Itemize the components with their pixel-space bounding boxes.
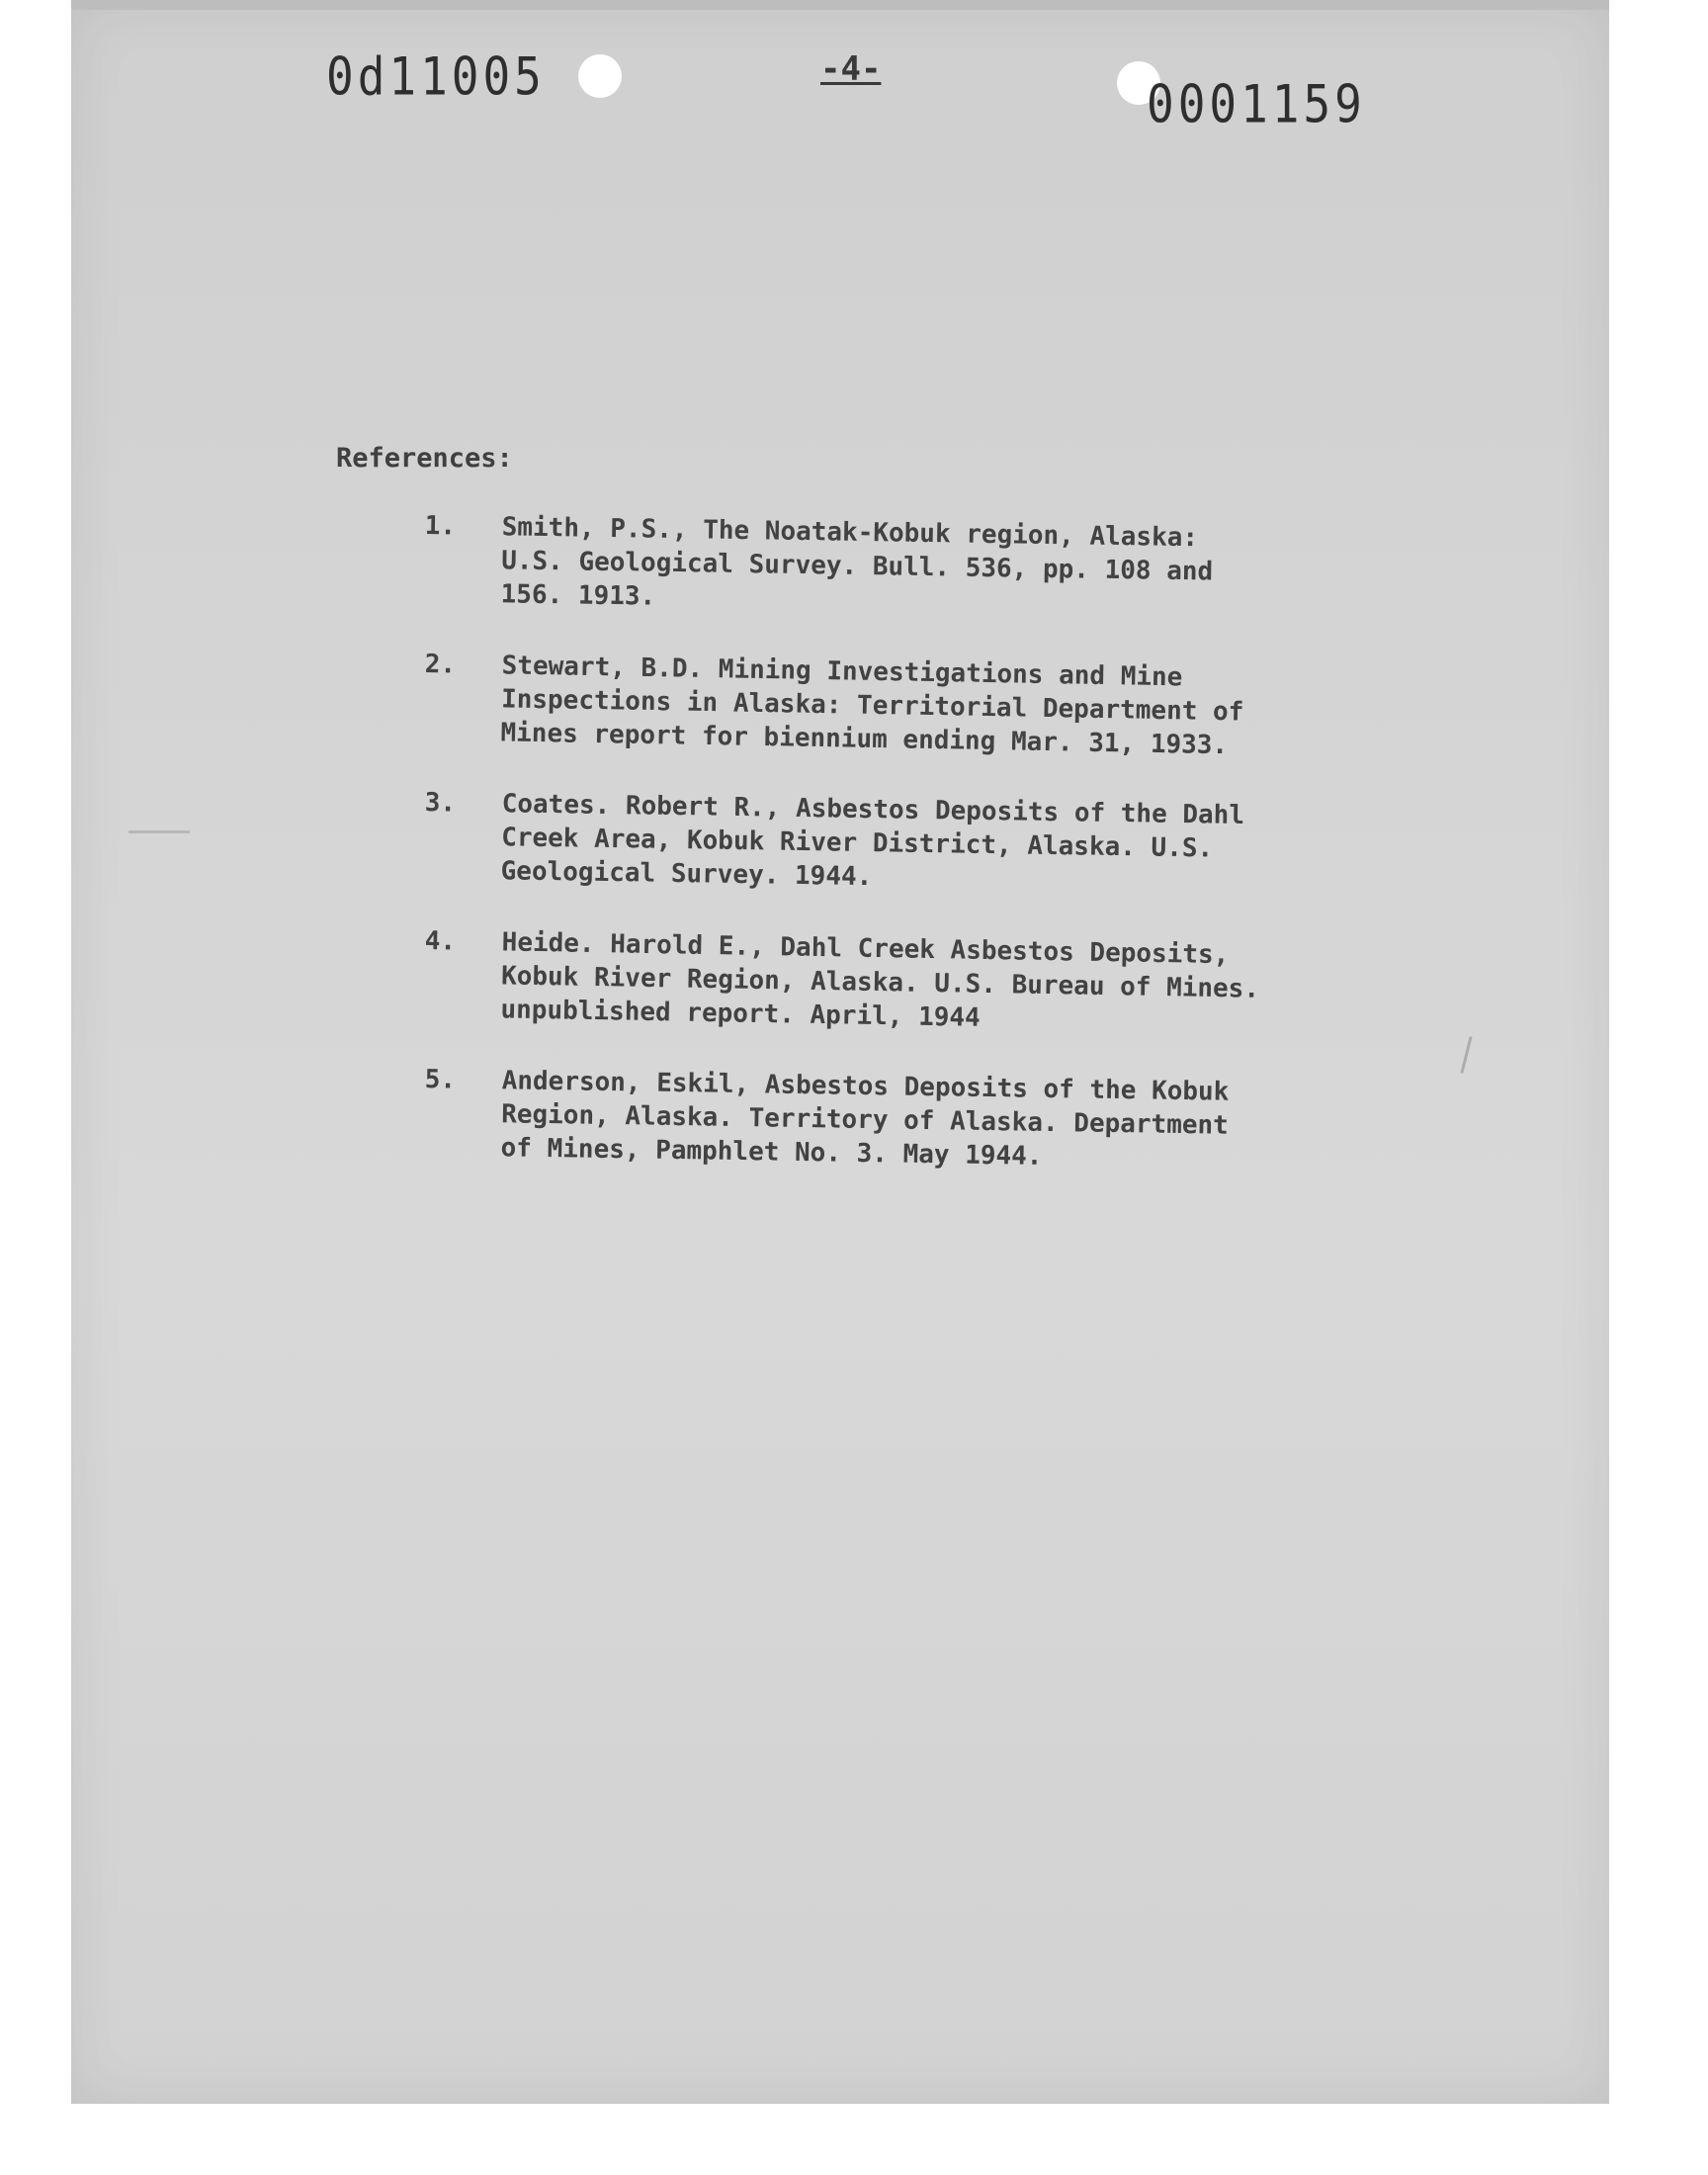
reference-item-3	[423, 786, 1333, 901]
reference-number: 4.	[424, 925, 457, 957]
scan-smudge-mark	[128, 830, 190, 833]
reference-text-line: Geological Survey. 1944.	[500, 856, 873, 893]
document-number-stamp-right: 0001159	[1147, 72, 1366, 135]
reference-number: 1.	[424, 510, 457, 542]
references-list	[425, 509, 1334, 1201]
page-top-edge	[71, 0, 1609, 10]
reference-text-line: of Mines, Pamphlet No. 3. May 1944.	[500, 1133, 1043, 1172]
reference-text-line: Coates. Robert R., Asbestos Deposits of the Dahl	[501, 789, 1245, 831]
reference-text-line: unpublished report. April, 1944	[500, 995, 981, 1033]
reference-text-line: Mines report for biennium ending Mar. 31, 1933.	[500, 718, 1229, 761]
document-number-stamp-left: 0d11005	[326, 44, 546, 108]
reference-item-1	[423, 509, 1333, 624]
reference-text-line: U.S. Geological Survey. Bull. 536, pp. 108 and	[500, 546, 1214, 587]
reference-number: 2.	[424, 649, 457, 680]
reference-text-line: Smith, P.S., The Noatak-Kobuk region, Alaska:	[501, 512, 1199, 554]
references-heading: References:	[336, 443, 513, 474]
reference-item-5	[423, 1063, 1333, 1177]
reference-number: 5.	[424, 1064, 457, 1095]
reference-text-line: Inspections in Alaska: Territorial Department of	[500, 684, 1244, 728]
reference-text-line: Creek Area, Kobuk River District, Alaska. U.S.	[500, 823, 1214, 864]
reference-text-line: 156. 1913.	[500, 579, 656, 612]
reference-number: 3.	[424, 787, 457, 819]
punch-hole-left	[578, 54, 622, 98]
page-number: -4-	[820, 49, 882, 89]
reference-item-4	[423, 924, 1334, 1041]
reference-text-line: Heide. Harold E., Dahl Creek Asbestos Deposits,	[501, 927, 1230, 971]
reference-text-line: Anderson, Eskil, Asbestos Deposits of the Kobuk	[501, 1066, 1230, 1107]
reference-text-line: Region, Alaska. Territory of Alaska. Department	[500, 1099, 1230, 1141]
reference-item-2	[423, 648, 1334, 764]
reference-text-line: Stewart, B.D. Mining Investigations and Mine	[501, 651, 1183, 693]
reference-text-line: Kobuk River Region, Alaska. U.S. Bureau of Mines.	[500, 961, 1260, 1004]
